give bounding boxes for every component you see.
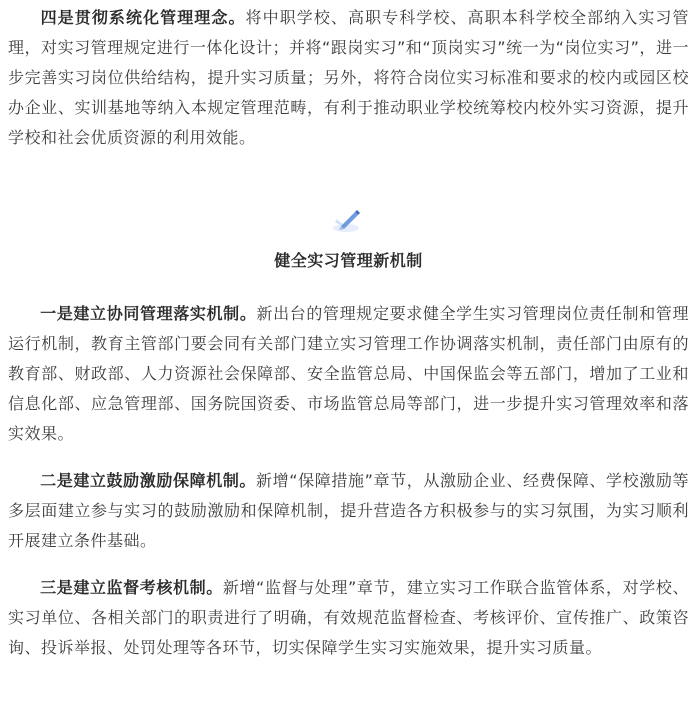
pen-writing-icon <box>331 206 363 236</box>
paragraph-incentive-mechanism <box>8 466 689 556</box>
paragraph-lead: 一是建立协同管理落实机制。 <box>40 304 257 323</box>
paragraph-supervision-mechanism <box>8 573 689 663</box>
paragraph-system-management <box>8 3 689 153</box>
paragraph-body: 新增“监督与处理”章节，建立实习工作联合监管体系，对学校、实习单位、各相关部门的职责进行了明确，有效规范监督检查、考核评价、宣传推广、政策咨询、投诉举报、处罚处理等各环节，切实保障学生实习实施效果，提升实习质量。 <box>8 578 689 657</box>
paragraph-body: 将中职学校、高职专科学校、高职本科学校全部纳入实习管理，对实习管理规定进行一体化设计；并将“跟岗实习”和“顶岗实习”统一为“岗位实习”，进一步完善实习岗位供给结构，提升实习质量；另外，将符合岗位实习标准和要求的校内或园区校办企业、实训基地等纳入本规定管理范畴，有利于推动职业学校统筹校内校外实习资源，提升学校和社会优质资源的利用效能。 <box>8 8 689 147</box>
paragraph-lead: 三是建立监督考核机制。 <box>40 578 223 597</box>
paragraph-coordinated-mechanism <box>8 299 689 449</box>
paragraph-body: 新出台的管理规定要求健全学生实习管理岗位责任制和管理运行机制，教育主管部门要会同有关部门建立实习管理工作协调落实机制，责任部门由原有的教育部、财政部、人力资源社会保障部、安全监管总局、中国保监会等五部门，增加了工业和信息化部、应急管理部、国务院国资委、市场监管总局等部门，进一步提升实习管理效率和落实效果。 <box>8 304 689 443</box>
paragraph-body: 新增“保障措施”章节，从激励企业、经费保障、学校激励等多层面建立参与实习的鼓励激励和保障机制，提升营造各方积极参与的实习氛围，为实习顺利开展建立条件基础。 <box>8 471 689 550</box>
section-title: 健全实习管理新机制 <box>274 251 423 270</box>
paragraph-lead: 四是贯彻系统化管理理念。 <box>40 8 246 27</box>
paragraph-lead: 二是建立鼓励激励保障机制。 <box>40 471 257 490</box>
